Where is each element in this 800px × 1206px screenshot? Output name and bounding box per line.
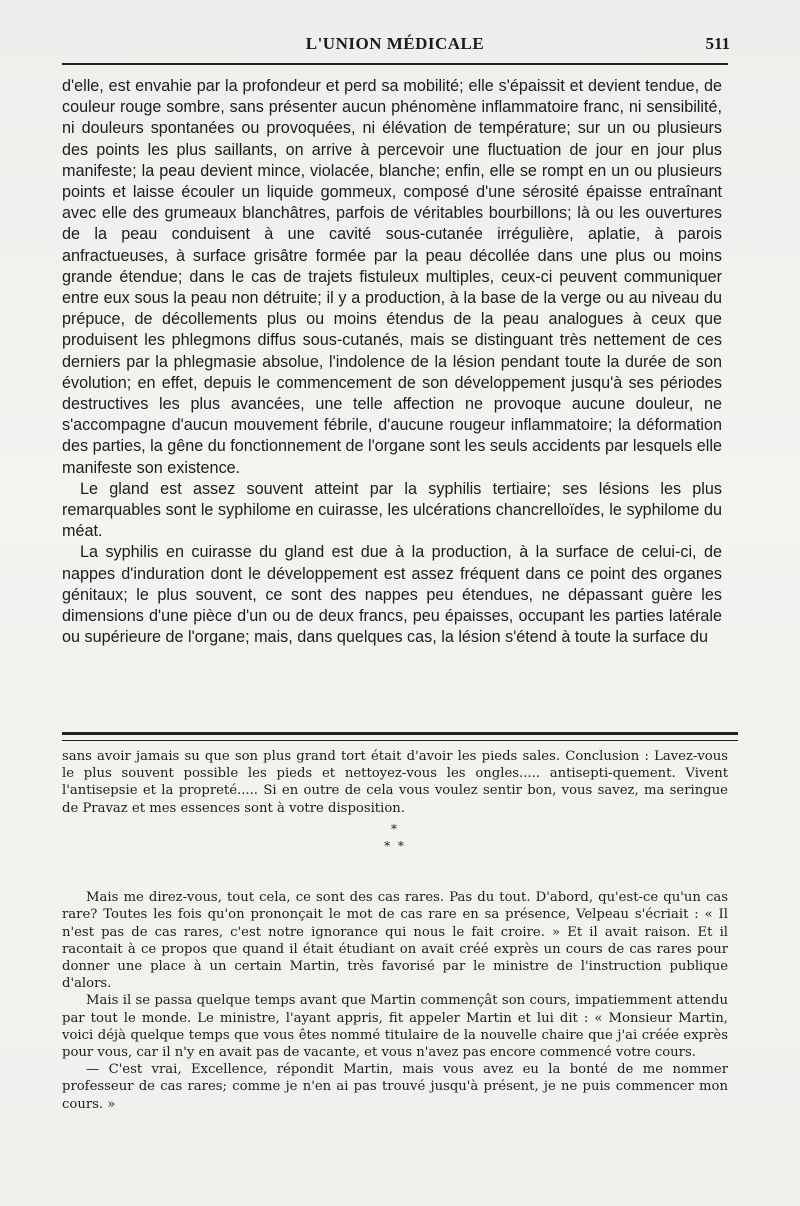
- journal-title: L'UNION MÉDICALE: [305, 34, 485, 53]
- running-header: [60, 34, 730, 58]
- footnote-divider: [62, 732, 738, 741]
- footnote-paragraph: Mais il se passa quelque temps avant que Martin commençât son cours, impatiemment attendu par tout le monde. Le ministre, l'ayant appris, fit appeler Martin et lui dit : « Monsieur Martin, voici déjà quelque temps que vous êtes nommé titulaire de la nouvelle chaire que j'ai créée exprès pour vous, car il n'y en avait pas de vacante, et vous n'avez pas encore commencé votre cours.: [62, 993, 728, 1061]
- body-paragraph: La syphilis en cuirasse du gland est due à la production, à la surface de celui-ci, de nappes d'induration dont le développement est assez fréquent dans ce point des organes génitaux; le plus souvent, ce sont des nappes peu étendues, ne dépassant guère les dimensions d'une pièce d'un ou de deux francs, peu épaisses, occupant les parties latérale ou supérieure de l'organe; mais, dans quelques cas, la lésion s'étend à toute la surface du: [62, 543, 722, 647]
- asterism-separator: [62, 821, 728, 855]
- footnote-paragraph: Mais me direz-vous, tout cela, ce sont des cas rares. Pas du tout. D'abord, qu'est-ce qu'un cas rare? Toutes les fois qu'on prononçait le mot de cas rare en sa présence, Velpeau s'écriait : « Il n'est pas de cas rares, c'est notre ignorance qui nous le fait croire. » Et il avait raison. Et il racontait à ce propos que quand il était étudiant on avait créé exprès un cours de cas rares pour donner une place à un certain Martin, très favorisé par le ministre de l'instruction publique d'alors.: [62, 890, 728, 992]
- footnote-paragraph: sans avoir jamais su que son plus grand tort était d'avoir les pieds sales. Conclusion : Lavez-vous le plus souvent possible les pieds et nettoyez-vous les ongles..... antisepti-quement. Vivent l'antisepsie et la propreté..... Si en outre de cela vous voulez sentir bon, vous savez, ma seringue de Pravaz et mes essences sont à votre disposition.: [62, 749, 728, 816]
- body-paragraph: Le gland est assez souvent atteint par la syphilis tertiaire; ses lésions les plus remarquables sont le syphilome en cuirasse, les ulcérations chancrelloïdes, le syphilome du méat.: [62, 479, 722, 541]
- main-body-text: [62, 76, 722, 648]
- footnote-feuilleton: [62, 748, 728, 1113]
- body-paragraph: d'elle, est envahie par la profondeur et perd sa mobilité; elle s'épaissit et devient tendue, de couleur rouge sombre, sans présenter aucun phénomène inflammatoire franc, ni sensibilité, ni douleurs spontanées ou provoquées, ni élévation de température; sur un ou plusieurs des points les plus saillants, on arrive à percevoir une fluctuation de jour en jour plus manifeste; la peau devient mince, violacée, blanche; enfin, elle se rompt en un ou plusieurs points et laisse écouler un liquide gommeux, composé d'une sérosité épaisse entraînant avec elle des grumeaux blanchâtres, parfois de véritables bourbillons; là ou les ouvertures de la peau conduisent à une cavité sous-cutanée irrégulière, aplatie, à parois anfractueuses, à surface grisâtre formée par la peau décollée dans une plus ou moins grande étendue; dans le cas de trajets fistuleux multiples, ceux-ci peuvent communiquer entre eux sous la peau non détruite; il y a production, à la base de la verge ou au niveau du prépuce, de décollements plus ou moins étendus de la peau analogues à ceux que produisent les phlegmons diffus sous-cutanés, mais se distinguant très nettement de ces derniers par la phlegmasie absolue, l'indolence de la lésion pendant toute la durée de son évolution; en effet, depuis le commencement de son développement jusqu'à ses périodes destructives les plus avancées, une telle affection ne provoque aucune douleur, ne s'accompagne d'aucun mouvement fébrile, d'aucune rougeur inflammatoire; la déformation des parties, la gêne du fonctionnement de l'organe sont les seuls accidents par lesquels elle manifeste son existence.: [62, 77, 722, 477]
- footnote-paragraph: — C'est vrai, Excellence, répondit Martin, mais vous avez eu la bonté de me nommer professeur de cas rares; comme je n'en ai pas trouvé jusqu'à présent, je ne puis commencer mon cours. »: [62, 1062, 728, 1112]
- header-rule: [62, 63, 728, 65]
- page-number: 511: [705, 34, 730, 53]
- asterism: * * *: [384, 821, 406, 854]
